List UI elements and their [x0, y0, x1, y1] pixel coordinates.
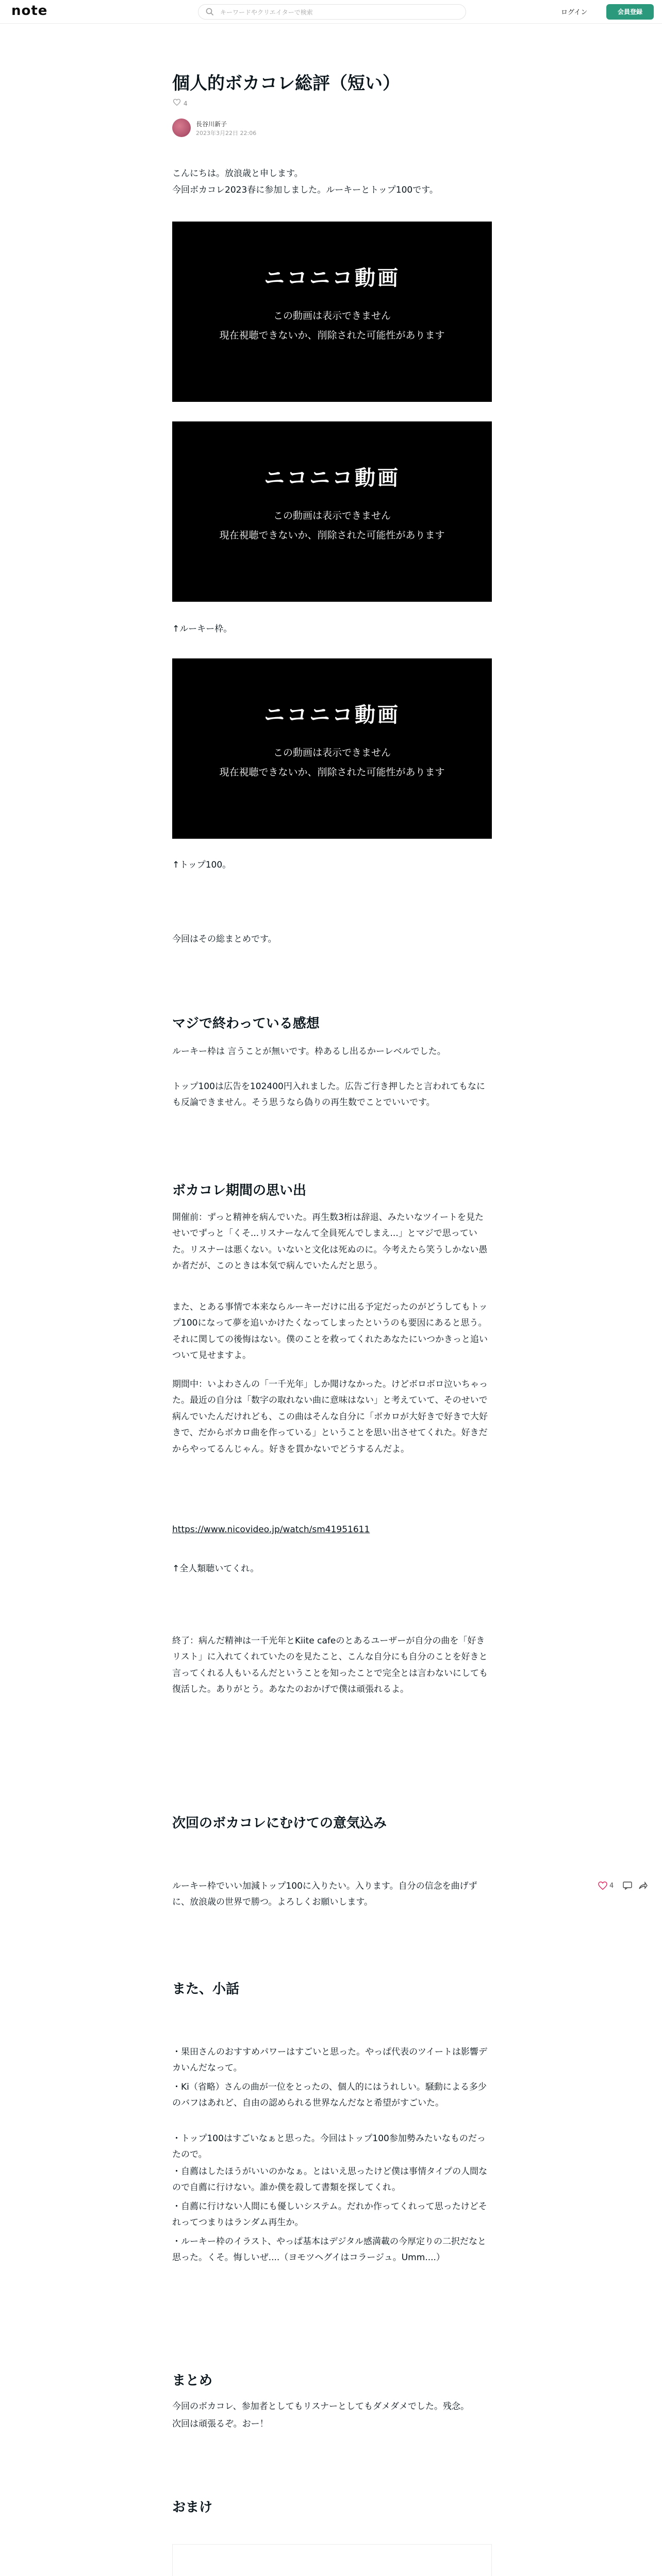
search-input[interactable]: [219, 6, 458, 19]
list-item: ・トップ100はすごいなぁと思った。今回はトップ100参加勢みたいなものだったので。: [172, 2133, 486, 2160]
embedded-video-3[interactable]: [172, 658, 492, 839]
like-button[interactable]: [598, 1880, 619, 1892]
section-heading-memories: ボカコレ期間の思い出: [172, 1183, 307, 1198]
embedded-video-1[interactable]: [172, 222, 492, 402]
top-header: [0, 0, 662, 24]
paragraph: 期間中：いよわさんの「一千光年」しか聞けなかった。けどボロボロ泣いちゃった。最近の自分は「数字の取れない曲に意味はない」と考えていて、そのせいで病んでいたんだけれども、この曲はそんな自分に「ボカロが大好きで好きで大好きで、だからボカロ曲を作っている」ということを思い出させてくれた。好きだからやってるんじゃん。好きを貫かないでどうするんだよ。: [172, 1379, 488, 1454]
list-item: ・果田さんのおすすめパワーはすごいと思った。やっぱ代表のツイートは影響デカいんだなって。: [172, 2047, 487, 2074]
video-unavailable-detail: 現在視聴できないか、削除された可能性があります: [219, 530, 445, 541]
heart-icon[interactable]: [172, 99, 181, 106]
video-unavailable-title: この動画は表示できません: [273, 310, 391, 321]
list-item: ・自薦はしたほうがいいのかなぁ。とはいえ思ったけど僕は事情タイプの人間なので自薦に行けない。誰か僕を殺して書類を探してくれ。: [172, 2166, 488, 2193]
search-icon: [206, 8, 214, 16]
paragraph: 開催前：ずっと精神を病んでいた。再生数3桁は辞退、みたいなツイートを見たせいでずっと「くそ...リスナーなんて全員死んでしまえ...」とマジで思っていた。リスナーは悪くない。いないと文化は死ぬのに。今考えたら笑うしかない愚か者だが、このときは本気で病んでいたんだと思う。: [172, 1212, 488, 1272]
comment-icon[interactable]: [623, 1882, 632, 1890]
paragraph: 今回のボカコレ、参加者としてもリスナーとしてもダメダメでした。残念。: [172, 2401, 469, 2412]
niconico-logo: ニコニコ動画: [264, 466, 400, 490]
section-heading-bonus: おまけ: [172, 2500, 213, 2515]
paragraph: ルーキー枠は 言うことが無いです。枠あるし出るかーレベルでした。: [172, 1046, 446, 1057]
video-unavailable-detail: 現在視聴できないか、削除された可能性があります: [219, 330, 445, 341]
intro-line-1: こんにちは。放浪歳と申します。: [172, 168, 303, 179]
side-like-count: 4: [609, 1882, 614, 1890]
list-item: ・自薦に行けない人間にも優しいシステム。だれか作ってくれって思ったけどそれってつまりはランダム再生か。: [172, 2201, 487, 2228]
video-unavailable-title: この動画は表示できません: [273, 510, 391, 521]
paragraph: ルーキー枠でいい加減トップ100に入りたい。入ります。自分の信念を曲げずに、放浪歳の世界で勝つ。よろしくお願いします。: [172, 1881, 477, 1908]
share-icon[interactable]: [638, 1882, 648, 1890]
article-title: 個人的ボカコレ総評（短い）: [172, 73, 400, 94]
paragraph: トップ100は広告を102400円入れました。広告ご行き押したと言われてもなにも反論できません。そう思うなら偽りの再生数でことでいいです。: [172, 1081, 485, 1108]
search-box[interactable]: [198, 4, 466, 20]
embedded-video-2[interactable]: [172, 421, 492, 602]
publish-date: 2023年3月22日 22:06: [196, 130, 257, 137]
paragraph: また、とある事情で本来ならルーキーだけに出る予定だったのがどうしてもトップ100になって夢を追いかけたくなってしまったというのも要因にあると思う。それに関しての後悔はない。僕のことを救ってくれたあなたにいつかきっと追いついて見せますよ。: [172, 1302, 488, 1361]
title-like-row: [172, 99, 187, 107]
summary-intro: 今回はその総まとめです。: [172, 934, 277, 944]
paragraph: [172, 1522, 492, 1538]
paragraph: 次回は頑張るぞ。おー！: [172, 2419, 269, 2429]
author-name[interactable]: 長谷川新子: [196, 121, 227, 128]
niconico-logo: ニコニコ動画: [264, 703, 400, 727]
section-heading-summary: まとめ: [172, 2373, 213, 2388]
paragraph: 終了：病んだ精神は一千光年とKiite cafeのとあるユーザーが自分の曲を「好きリスト」に入れてくれていたのを見たこと、こんな自分にも自分のことを好きと言ってくれる人もいるんだということを知ったことで完全とは言わないにしても復活した。ありがとう。あなたのおかげで僕は頑張れるよ。: [172, 1636, 488, 1695]
bonus-image-1[interactable]: [172, 2544, 492, 2576]
paragraph: ↑全人類聴いてくれ。: [172, 1564, 259, 1574]
video-unavailable-title: この動画は表示できません: [273, 747, 391, 758]
list-item: ・ルーキー枠のイラスト、やっぱ基本はデジタル感満載の今厚定りの二択だなと思った。くそ。悔しいぜ....（ヨモツヘグイはコラージュ。Umm....）: [172, 2236, 486, 2263]
section-heading-next-goal: 次回のボカコレにむけての意気込み: [172, 1816, 387, 1831]
video-unavailable-detail: 現在視聴できないか、削除された可能性があります: [219, 767, 445, 778]
video-link[interactable]: https://www.nicovideo.jp/watch/sm41951611: [172, 1524, 370, 1535]
section-heading-small-talk: また、小話: [172, 1981, 240, 1997]
top100-caption: ↑トップ100。: [172, 860, 231, 870]
like-count: 4: [183, 100, 188, 107]
section-heading-impressions: マジで終わっている感想: [172, 1016, 320, 1031]
list-item: ・Ki（省略）さんの曲が一位をとったの、個人的にはうれしい。騒動による多少のバフはあれど、自由の認められる世界なんだなと希望がすごいた。: [172, 2082, 487, 2109]
intro-line-2: 今回ボカコレ2023春に参加しました。ルーキーとトップ100です。: [172, 185, 438, 195]
heart-icon: [598, 1882, 607, 1890]
login-link[interactable]: ログイン: [561, 9, 588, 16]
note-logo[interactable]: note: [11, 3, 48, 19]
niconico-logo: ニコニコ動画: [264, 266, 400, 290]
rookie-caption: ↑ルーキー枠。: [172, 624, 233, 634]
signup-button[interactable]: 会員登録: [606, 4, 654, 20]
avatar[interactable]: [172, 118, 191, 137]
floating-actions: [598, 1880, 655, 1893]
